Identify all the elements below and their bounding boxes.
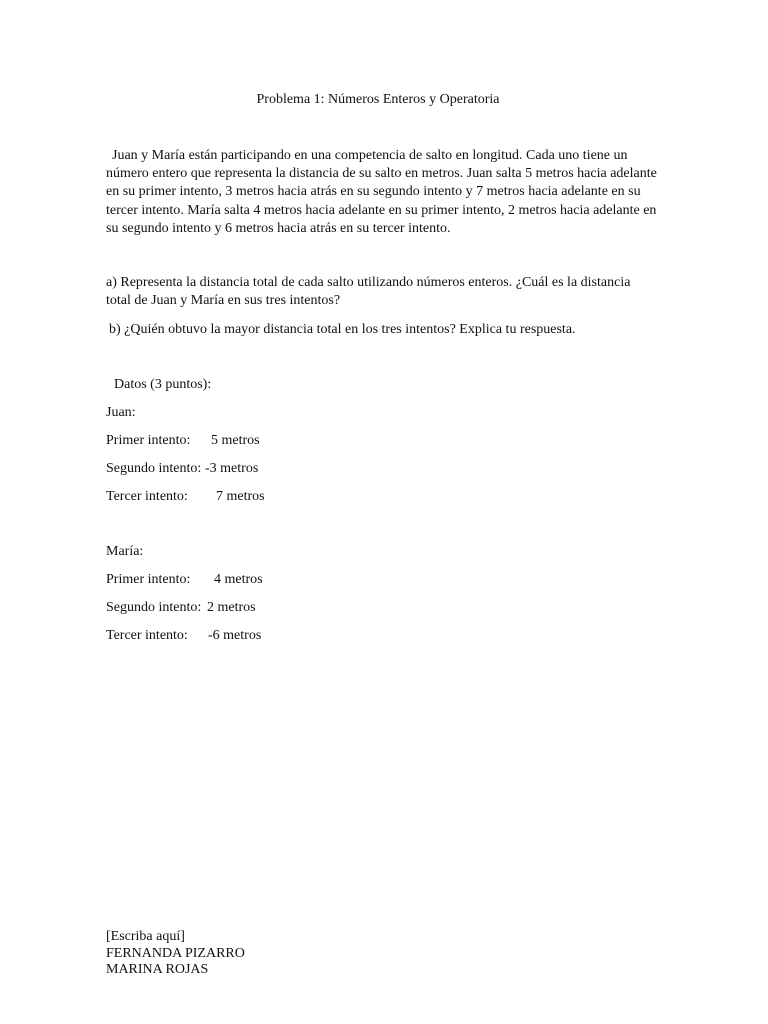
maria-attempt-2-label: Segundo intento: — [106, 600, 202, 615]
juan-attempt-3-value: 7 metros — [216, 489, 265, 504]
footer-author-1: FERNANDA PIZARRO — [106, 945, 245, 961]
maria-attempt-3-value: -6 metros — [208, 628, 262, 643]
juan-attempt-1-label: Primer intento: — [106, 433, 191, 448]
juan-attempt-3-label: Tercer intento: — [106, 489, 188, 504]
juan-attempt-1-value: 5 metros — [211, 433, 260, 448]
maria-heading: María: — [106, 544, 144, 559]
juan-attempt-2-label: Segundo intento: — [106, 461, 202, 476]
maria-attempt-1-value: 4 metros — [214, 572, 263, 587]
page-footer — [106, 929, 245, 979]
problem-statement: Juan y María están participando en una competencia de salto en longitud. Cada uno tiene un número entero que representa la distancia de su salto en metros. Juan salta 5 metros hacia adelante en su primer intento, 3 metros hacia atrás en su segundo intento y 7 metros hacia adelante en su tercer intento. María salta 4 metros hacia adelante en su primer intento, 2 metros hacia adelante en su segundo intento y 6 metros hacia atrás en su tercer intento. — [106, 148, 657, 236]
question-a: a) Representa la distancia total de cada salto utilizando números enteros. ¿Cuál es la distancia total de Juan y María en sus tres intentos? — [106, 275, 631, 309]
maria-attempt-2-value: 2 metros — [207, 600, 256, 615]
footer-placeholder[interactable]: [Escriba aquí] — [106, 929, 185, 944]
question-b: b) ¿Quién obtuvo la mayor distancia total en los tres intentos? Explica tu respuesta. — [109, 322, 576, 337]
juan-heading: Juan: — [106, 405, 136, 420]
problem-title: Problema 1: Números Enteros y Operatoria — [256, 92, 500, 107]
datos-heading: Datos (3 puntos): — [114, 377, 212, 392]
maria-attempt-3-label: Tercer intento: — [106, 628, 188, 643]
footer-author-2: MARINA ROJAS — [106, 962, 209, 977]
juan-attempt-2-value: -3 metros — [205, 461, 259, 476]
maria-attempt-1-label: Primer intento: — [106, 572, 191, 587]
